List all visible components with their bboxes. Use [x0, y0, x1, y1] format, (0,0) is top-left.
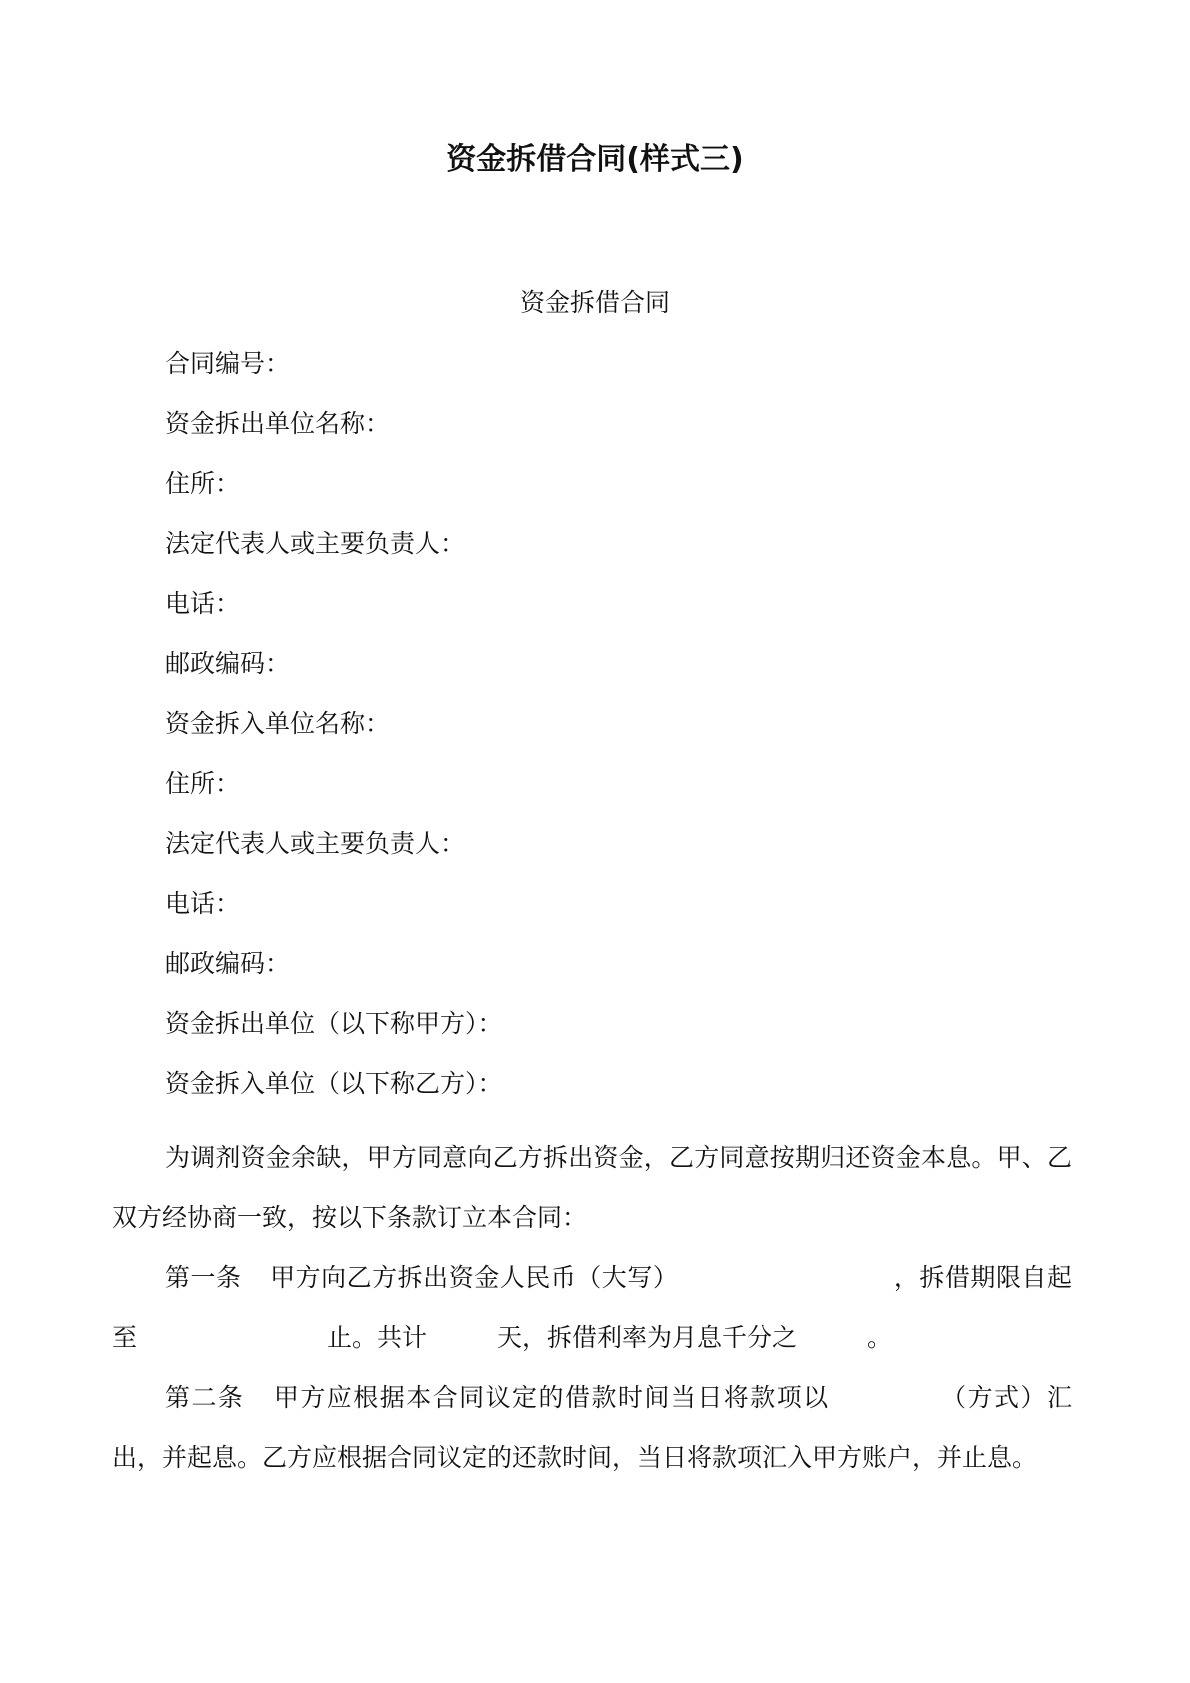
field-party-b: 资金拆入单位（以下称乙方）：	[165, 1069, 503, 1098]
article-1-text-3: 止。共计	[327, 1323, 428, 1352]
field-lender-phone: 电话：	[165, 589, 241, 618]
field-borrower-name: 资金拆入单位名称：	[165, 709, 391, 738]
article-1-text-5: 。	[867, 1323, 893, 1352]
field-borrower-representative: 法定代表人或主要负责人：	[165, 829, 466, 858]
field-lender-name: 资金拆出单位名称：	[165, 409, 391, 438]
article-1-text-1: 甲方向乙方拆出资金人民币（大写）	[269, 1263, 679, 1292]
document-title: 资金拆借合同(样式三)	[446, 142, 744, 177]
field-borrower-postcode: 邮政编码：	[165, 949, 291, 978]
contract-heading: 资金拆借合同	[519, 288, 670, 317]
party-info-fields	[165, 346, 1085, 1126]
field-lender-postcode: 邮政编码：	[165, 649, 291, 678]
field-borrower-phone: 电话：	[165, 889, 241, 918]
field-borrower-address: 住所：	[165, 769, 241, 798]
field-lender-representative: 法定代表人或主要负责人：	[165, 529, 466, 558]
article-1-label: 第一条	[165, 1263, 242, 1292]
article-1-text-2: ，拆借期限自起至	[112, 1263, 1072, 1352]
field-lender-address: 住所：	[165, 469, 241, 498]
article-2-text-2: （方式）汇出，并起息。乙方应根据合同议定的还款时间，当日将款项汇入甲方账户，并止息。	[112, 1383, 1072, 1472]
article-2	[112, 1368, 1072, 1488]
article-2-label: 第二条	[165, 1383, 245, 1412]
article-1	[112, 1248, 1072, 1368]
field-party-a: 资金拆出单位（以下称甲方）：	[165, 1009, 503, 1038]
article-2-text-1: 甲方应根据本合同议定的借款时间当日将款项以	[272, 1383, 830, 1412]
intro-paragraph: 为调剂资金余缺，甲方同意向乙方拆出资金，乙方同意按期归还资金本息。甲、乙双方经协商一致，按以下条款订立本合同：	[112, 1143, 1072, 1232]
field-contract-number: 合同编号：	[165, 349, 291, 378]
contract-body	[112, 1128, 1072, 1488]
article-1-text-4: 天，拆借利率为月息千分之	[497, 1323, 798, 1352]
